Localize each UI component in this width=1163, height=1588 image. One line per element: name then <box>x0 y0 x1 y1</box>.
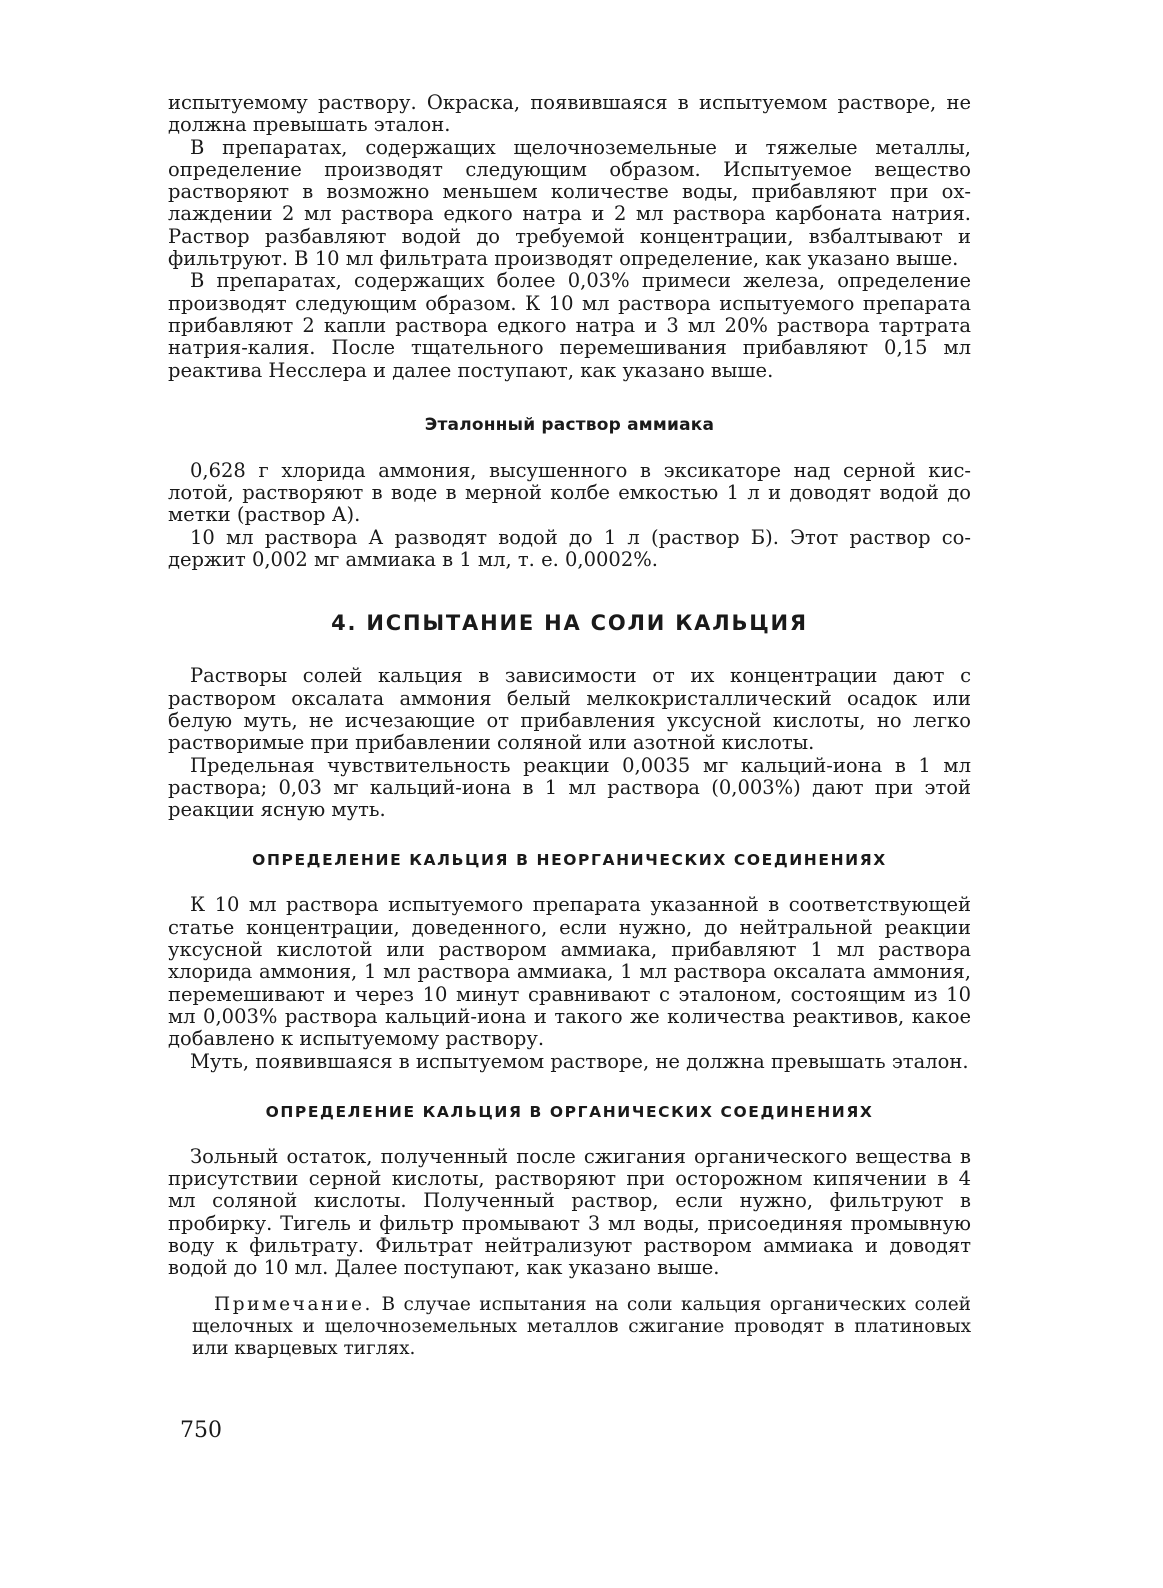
paragraph-heavy-metals: В препаратах, содержащих щелочноземельные и тяжелые металлы, определение производят следующим образом. Испытуемое вещество растворяют в возможно меньшем количестве воды, прибавляют при охлаждении 2 мл раствора едкого натра и 2 мл раствора карбоната натрия. Раствор разбавляют водой до требуемой концентрации, взбалтывают и фильтруют. В 10 мл фильтрата производят определение, как указано выше. <box>168 135 971 271</box>
note-paragraph <box>192 1294 971 1361</box>
paragraph-organic-method: Зольный остаток, полученный после сжигания органического вещества в присутствии серной кислоты, растворяют при осторожном кипячении в 4 мл соляной кислоты. Полученный раствор, если нужно, фильтруют в пробирку. Тигель и фильтр промывают 3 мл воды, присоединяя промывную воду к фильтрату. Фильтрат нейтрализуют раствором аммиака и доводят водой до 10 мл. Далее поступают, как указано выше. <box>168 1144 971 1280</box>
inorganic-calcium-heading: ОПРЕДЕЛЕНИЕ КАЛЬЦИЯ В НЕОРГАНИЧЕСКИХ СОЕДИНЕНИЯХ <box>252 851 887 870</box>
note-label: Примечание. <box>214 1293 373 1315</box>
note-text: В случае испытания на соли кальция органических солей щелочных и щелочноземельных металлов сжигание проводят в платиновых или кварцевых тиглях. <box>192 1293 971 1360</box>
paragraph-calcium-intro: Растворы солей кальция в зависимости от их концентрации дают с раствором оксалата аммония белый мелкокристаллический осадок или белую муть, не исчезающие от прибавления уксусной кислоты, но легко растворимые при прибавлении соляной или азотной кислоты. <box>168 664 971 755</box>
page-number: 750 <box>180 1418 222 1443</box>
paragraph-iron-impurity: В препаратах, содержащих более 0,03% примеси железа, определение производят следующим образом. К 10 мл раствора испытуемого препарата прибавляют 2 капли раствора едкого натра и 3 мл 20% раствора тартрата натрия-калия. После тщательного перемешивания прибавляют 0,15 мл реактива Несслера и далее поступают, как указано выше. <box>168 269 971 382</box>
paragraph-ammonia-solution-b: 10 мл раствора А разводят водой до 1 л (раствор Б). Этот раствор содержит 0,002 мг аммиака в 1 мл, т. е. 0,0002%. <box>168 525 971 572</box>
calcium-section-heading: 4. ИСПЫТАНИЕ НА СОЛИ КАЛЬЦИЯ <box>331 611 808 636</box>
note-block <box>168 1294 971 1361</box>
paragraph-ammonia-solution-a: 0,628 г хлорида аммония, высушенного в эксикаторе над серной кислотой, растворяют в воде в мерной колбе емкостью 1 л и доводят водой до метки (раствор А). <box>168 458 971 527</box>
paragraph-inorganic-method: К 10 мл раствора испытуемого препарата указанной в соответствующей статье концентрации, доведенного, если нужно, до нейтральной реакции уксусной кислотой или раствором аммиака, прибавляют 1 мл раствора хлорида аммония, 1 мл раствора аммиака, 1 мл раствора оксалата аммония, перемешивают и через 10 минут сравнивают с эталоном, состоящим из 10 мл 0,003% раствора кальций-иона и такого же количества реактивов, какое добавлено к испытуемому раствору. <box>168 893 971 1051</box>
paragraph-inorganic-turbidity: Муть, появившаяся в испытуемом растворе, не должна превышать эталон. <box>190 1049 969 1073</box>
paragraph-continuation: испытуемому раствору. Окраска, появившаяся в испытуемом растворе, не должна превышать эталон. <box>168 91 971 137</box>
organic-calcium-heading: ОПРЕДЕЛЕНИЕ КАЛЬЦИЯ В ОРГАНИЧЕСКИХ СОЕДИНЕНИЯХ <box>265 1102 874 1121</box>
ammonia-standard-heading: Эталонный раствор аммиака <box>424 414 715 435</box>
paragraph-calcium-sensitivity: Предельная чувствительность реакции 0,0035 мг кальций-иона в 1 мл раствора; 0,03 мг кальций-иона в 1 мл раствора (0,003%) дают при этой реакции ясную муть. <box>168 753 971 822</box>
